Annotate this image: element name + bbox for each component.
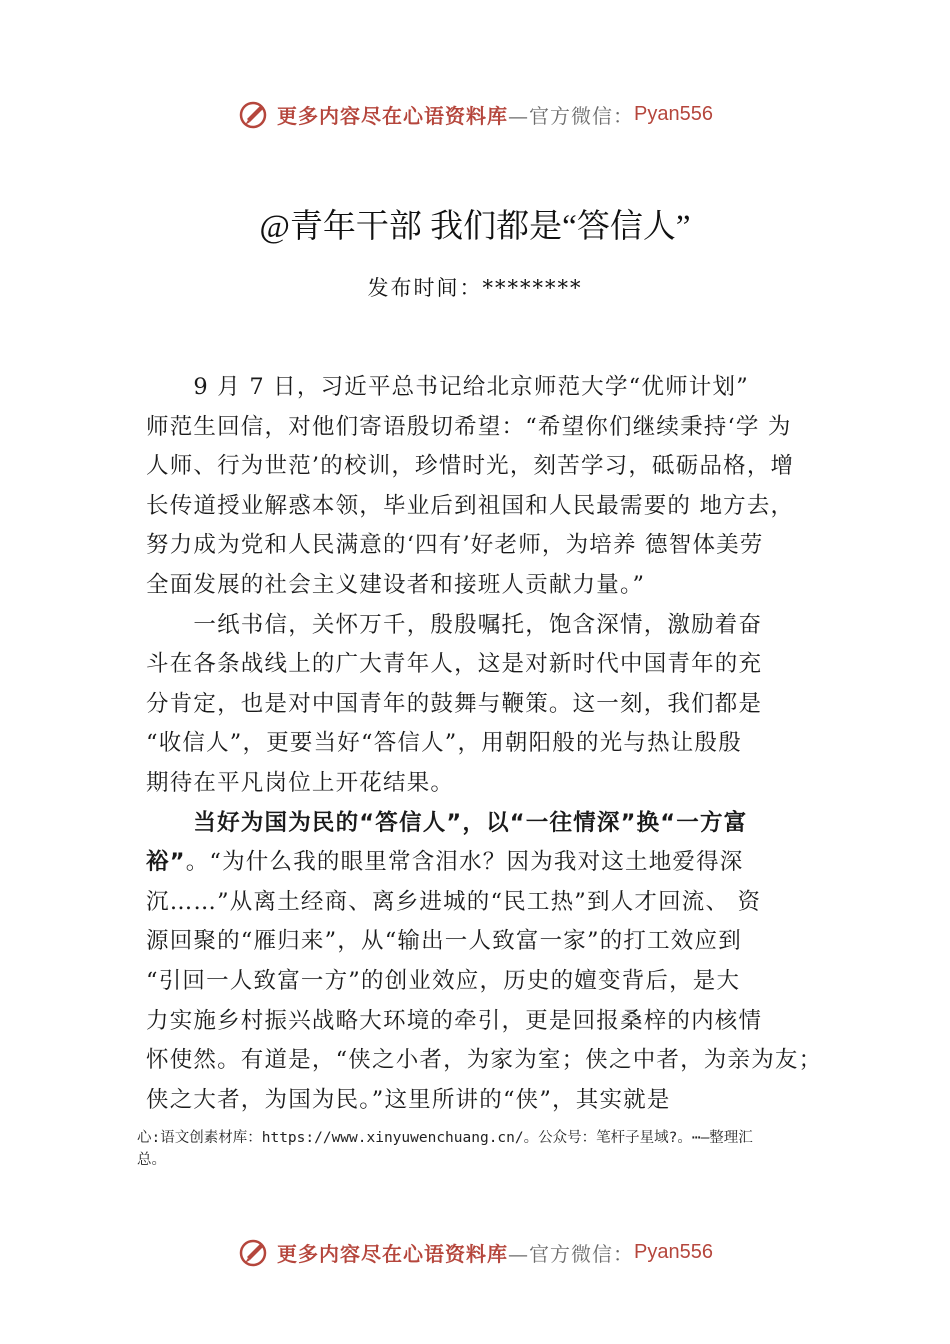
pen-logo-icon [237, 1235, 271, 1269]
body-line: 沉……”从离土经商、离乡进城的“民工热”到人才回流、 资 [146, 888, 762, 915]
banner-gray-text: —官方微信： [508, 103, 635, 128]
footer-banner [0, 1232, 950, 1272]
footnote [137, 1127, 827, 1171]
body-line: “引回一人致富一方”的创业效应，历史的嬗变背后，是大 [146, 967, 741, 994]
bold-heading-tail: 裕” [146, 849, 186, 876]
footnote-line: 总。 [137, 1152, 166, 1168]
pen-logo-icon [237, 97, 271, 131]
body-line: 一纸书信，关怀万千，殷殷嘱托，饱含深情，激励着奋 [146, 611, 763, 638]
body-line: 努力成为党和人民满意的‘四有’好老师，为培养 德智体美劳 [146, 532, 764, 559]
banner-gray-text: —官方微信： [508, 1241, 635, 1266]
publish-time: 发布时间：******** [367, 276, 583, 300]
body-line: 分肯定，也是对中国青年的鼓舞与鞭策。这一刻，我们都是 [146, 690, 763, 717]
body-line: 师范生回信，对他们寄语殷切希望：“希望你们继续秉持‘学 为 [146, 413, 792, 440]
body-line-rest: 。“为什么我的眼里常含泪水？因为我对这土地爱得深 [185, 849, 744, 876]
body-line: 期待在平凡岗位上开花结果。 [146, 769, 455, 796]
body-line: 力实施乡村振兴战略大环境的牵引，更是回报桑梓的内核情 [146, 1007, 763, 1034]
body-line: 侠之大者，为国为民。”这里所讲的“侠”，其实就是 [146, 1086, 671, 1113]
body-line: “收信人”，更要当好“答信人”，用朝阳般的光与热让殷殷 [146, 730, 742, 757]
footnote-line: 心:语文创素材库：https://www.xinyuwenchuang.cn/。公众号：笔杆子星域?。⋯—整理汇 [137, 1130, 753, 1146]
body-line: 斗在各条战线上的广大青年人，这是对新时代中国青年的充 [146, 651, 763, 678]
banner-red-text: 更多内容尽在心语资料库 [277, 1241, 509, 1266]
body-line: 全面发展的社会主义建设者和接班人贡献力量。” [146, 571, 646, 598]
body-line: 源回聚的“雁归来”，从“输出一人致富一家”的打工效应到 [146, 928, 742, 955]
body-line: 人师、行为世范’的校训，珍惜时光，刻苦学习，砥砺品格，增 [146, 453, 795, 480]
body-line: 9 月 7 日，习近平总书记给北京师范大学“优师计划” [146, 374, 749, 400]
bold-heading-line: 当好为国为民的“答信人”，以“一往情深”换“一方富 [146, 809, 748, 836]
banner-red-text: 更多内容尽在心语资料库 [277, 103, 509, 128]
banner-wechat-id: Pyan556 [634, 102, 713, 125]
article-title: @青年干部 我们都是“答信人” [259, 209, 691, 245]
body-line: 长传道授业解惑本领，毕业后到祖国和人民最需要的 地方去， [146, 492, 795, 519]
body-line: 怀使然。有道是，“侠之小者，为家为室；侠之中者，为亲为友； [146, 1047, 823, 1074]
header-banner [0, 94, 950, 134]
article-body [146, 368, 836, 1120]
banner-wechat-id: Pyan556 [634, 1240, 713, 1263]
body-line-mixed [146, 843, 836, 883]
